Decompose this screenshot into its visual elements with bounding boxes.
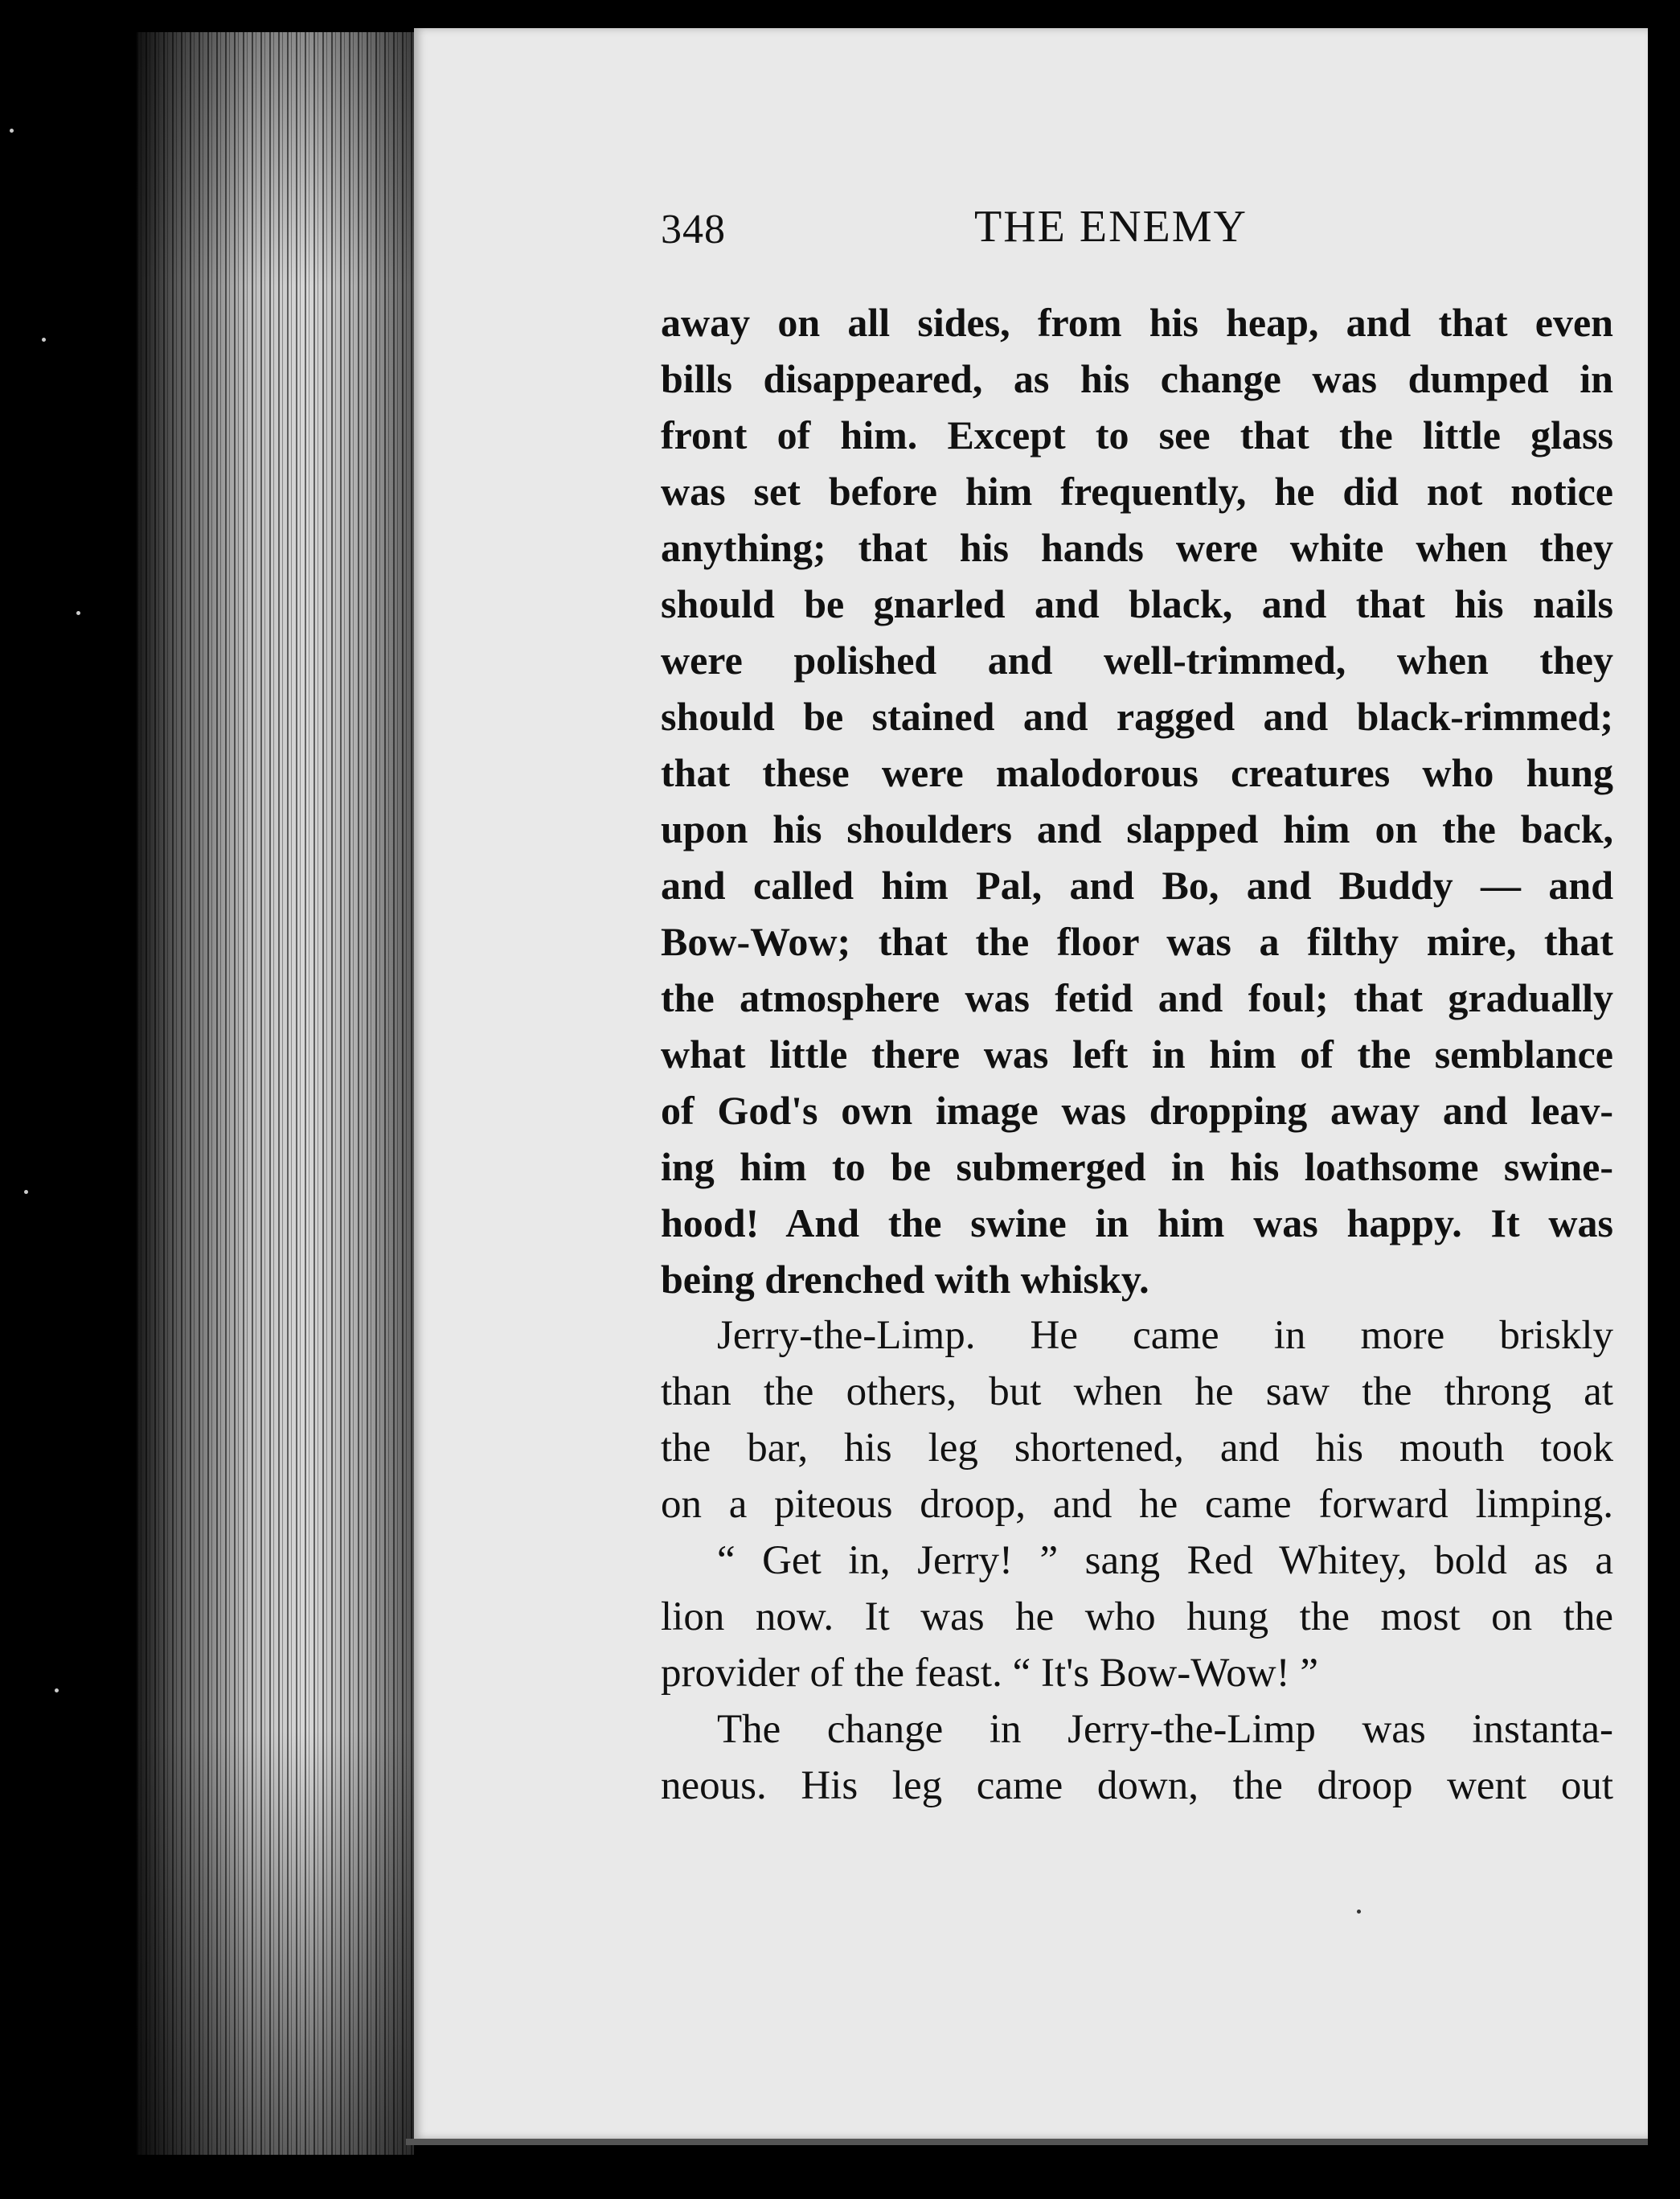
text-line: away on all sides, from his heap, and that even — [661, 300, 1613, 345]
page-edges-shadow — [137, 32, 414, 2155]
page-number: 348 — [661, 207, 726, 252]
text-line: upon his shoulders and slapped him on the back, — [661, 806, 1613, 851]
text-line: than the others, but when he saw the throng at — [661, 1369, 1613, 1414]
text-line: lion now. It was he who hung the most on the — [661, 1594, 1613, 1639]
text-line: “ Get in, Jerry! ” sang Red Whitey, bold as a — [717, 1538, 1613, 1583]
book-title: THE ENEMY — [974, 202, 1248, 252]
dust-speck — [42, 338, 46, 342]
text-line: should be gnarled and black, and that his nails — [661, 581, 1613, 626]
text-line: on a piteous droop, and he came forward limping. — [661, 1482, 1613, 1527]
text-line: hood! And the swine in him was happy. It was — [661, 1200, 1613, 1245]
running-head — [661, 201, 1613, 265]
text-line: the atmosphere was fetid and foul; that gradually — [661, 975, 1613, 1020]
text-line: front of him. Except to see that the little glass — [661, 412, 1613, 457]
dust-speck — [76, 611, 80, 615]
body-text — [661, 294, 1613, 1814]
text-line: anything; that his hands were white when they — [661, 525, 1613, 570]
text-line: Bow-Wow; that the floor was a filthy mire, that — [661, 919, 1613, 964]
text-line: that these were malodorous creatures who hung — [661, 750, 1613, 795]
text-line: bills disappeared, as his change was dumped in — [661, 356, 1613, 401]
text-line: were polished and well-trimmed, when they — [661, 638, 1613, 683]
text-line: Jerry-the-Limp. He came in more briskly — [717, 1313, 1613, 1358]
page-bottom-edge — [406, 2139, 1648, 2145]
dust-speck — [10, 129, 14, 133]
text-line: should be stained and ragged and black-rimmed; — [661, 694, 1613, 739]
dust-speck — [24, 1190, 28, 1194]
text-line: The change in Jerry-the-Limp was instanta- — [717, 1707, 1613, 1752]
text-line: what little there was left in him of the semblance — [661, 1032, 1613, 1077]
text-line: being drenched with whisky. — [661, 1257, 1149, 1302]
dust-speck — [1357, 1910, 1361, 1914]
text-line: neous. His leg came down, the droop went out — [661, 1763, 1613, 1808]
text-line: of God's own image was dropping away and leav- — [661, 1088, 1613, 1133]
dust-speck — [55, 1688, 59, 1692]
text-line: ing him to be submerged in his loathsome swine- — [661, 1144, 1613, 1189]
text-line: and called him Pal, and Bo, and Buddy — and — [661, 863, 1613, 908]
text-line: the bar, his leg shortened, and his mouth took — [661, 1426, 1613, 1471]
text-line: was set before him frequently, he did not notice — [661, 469, 1613, 514]
text-line: provider of the feast. “ It's Bow-Wow! ” — [661, 1651, 1318, 1696]
